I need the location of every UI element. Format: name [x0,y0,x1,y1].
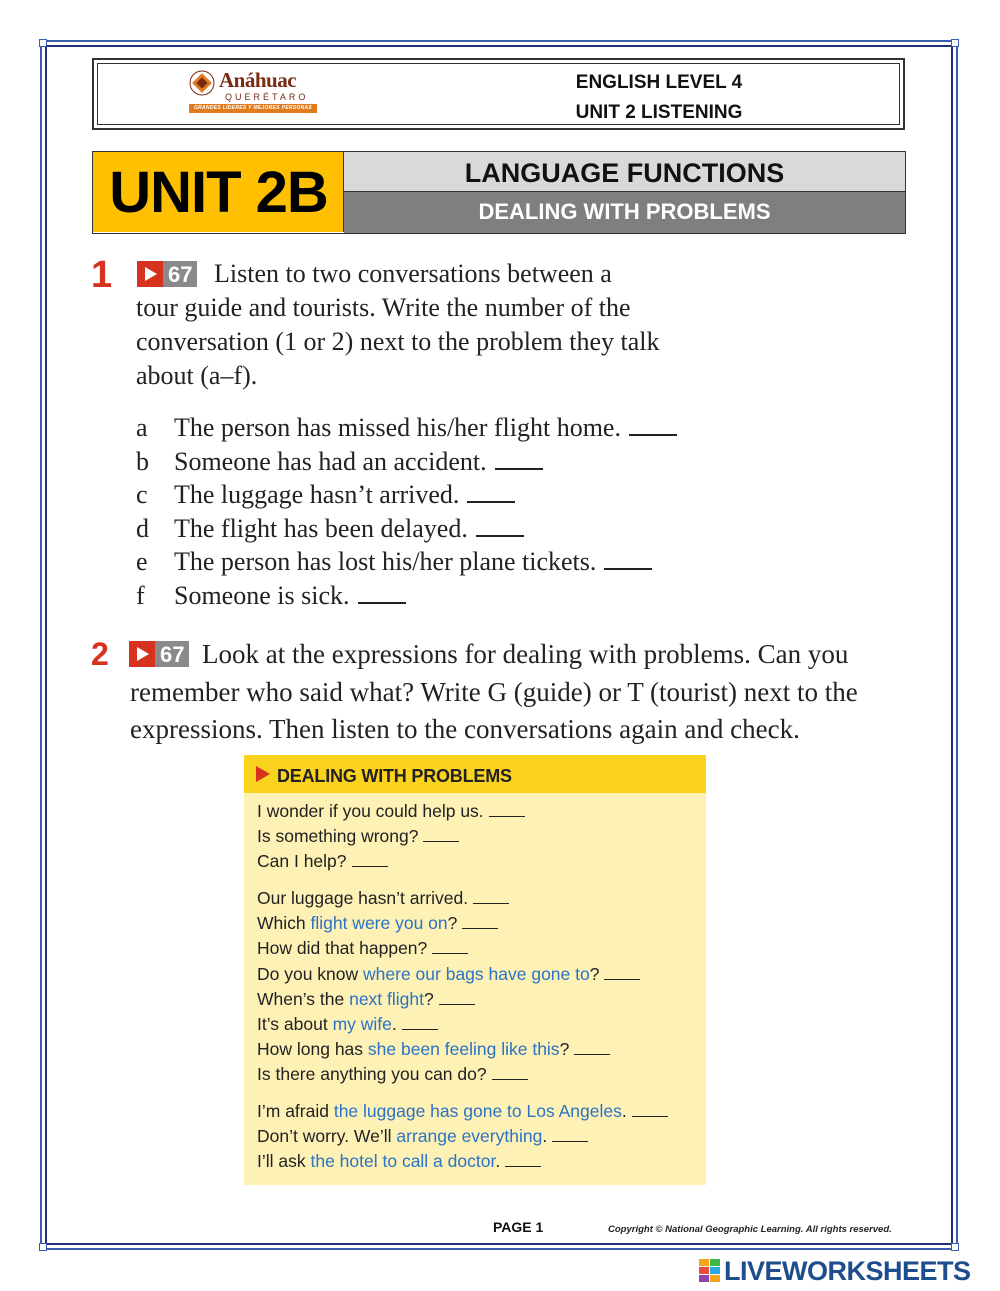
instruction-line: expressions. Then listen to the conversations again and check. [130,714,800,744]
item-letter: f [136,580,145,610]
section-title: LANGUAGE FUNCTIONS [344,152,905,192]
logo-tagline: GRANDES LÍDERES Y MEJORES PERSONAS [189,104,317,113]
answer-blank[interactable] [505,1154,541,1167]
item-text: Someone has had an accident. [174,446,487,476]
expressions-list [257,799,668,1174]
course-info [534,68,784,128]
answer-blank[interactable] [574,1042,610,1055]
expression-line: It’s about my wife. [257,1012,668,1037]
expression-line: Our luggage hasn’t arrived. [257,886,668,911]
answer-blank[interactable] [604,967,640,980]
item-text: The person has lost his/her plane tickets. [174,547,597,577]
list-item [136,512,677,546]
item-text: Someone is sick. [174,580,350,610]
answer-blank[interactable] [352,854,388,867]
answer-blank[interactable] [476,517,524,537]
document-header [92,58,905,130]
answer-blank[interactable] [495,450,543,470]
logo-subtitle: QUERÉTARO [225,92,309,102]
expression-line: Which flight were you on? [257,911,668,936]
unit-banner [92,151,906,234]
expression-line: Do you know where our bags have gone to? [257,962,668,987]
expression-line: I wonder if you could help us. [257,799,668,824]
frame-corner [951,39,959,47]
answer-blank[interactable] [439,992,475,1005]
course-level: ENGLISH LEVEL 4 [575,72,743,93]
triangle-arrow-icon [256,766,270,782]
list-item [136,545,677,579]
unit-title: UNIT 2B [109,160,328,225]
exercise-1-number: 1 [91,254,113,296]
expression-line: When’s the next flight? [257,987,668,1012]
answer-blank[interactable] [492,1067,528,1080]
answer-blank[interactable] [604,550,652,570]
expression-line: I’ll ask the hotel to call a doctor. [257,1149,668,1174]
audio-track-number: 67 [155,641,189,667]
frame-corner [39,39,47,47]
answer-blank[interactable] [462,916,498,929]
logo-emblem-icon [189,70,215,96]
expression-line: How long has she been feeling like this? [257,1037,668,1062]
item-letter: d [136,513,149,543]
answer-blank[interactable] [629,416,677,436]
expression-line: I’m afraid the luggage has gone to Los Angeles. [257,1099,668,1124]
expressions-box-header [244,755,706,793]
item-text: The person has missed his/her flight home. [174,413,621,442]
instruction-line: conversation (1 or 2) next to the problem they talk [136,327,660,356]
instruction-line: about (a–f). [136,361,258,390]
exercise-1-audio[interactable] [137,261,197,287]
item-text: The luggage hasn’t arrived. [174,480,460,510]
answer-blank[interactable] [358,584,406,604]
expression-line: Don’t worry. We’ll arrange everything. [257,1124,668,1149]
list-item [136,478,677,512]
exercise-1-instruction [136,291,659,393]
audio-track-number: 67 [163,261,197,287]
exercise-1-instruction-first: Listen to two conversations between a [214,259,612,288]
expressions-box [244,755,706,1185]
list-item [136,445,677,479]
course-unit: UNIT 2 LISTENING [575,102,743,123]
anahuac-logo [189,68,319,118]
answer-blank[interactable] [402,1017,438,1030]
answer-blank[interactable] [432,941,468,954]
item-letter: a [136,413,148,442]
expression-line: Is something wrong? [257,824,668,849]
logo-name: Anáhuac [219,68,297,92]
group-spacer [257,1087,668,1099]
instruction-line: remember who said what? Write G (guide) or T (tourist) next to the [130,676,858,707]
expression-line: Is there anything you can do? [257,1062,668,1087]
liveworksheets-text: LIVEWORKSHEETS [724,1255,971,1286]
item-letter: b [136,446,149,476]
liveworksheets-logo-icon [699,1259,721,1283]
instruction-line: tour guide and tourists. Write the number of the [136,293,631,322]
play-icon[interactable] [129,641,155,667]
expressions-box-title: DEALING WITH PROBLEMS [277,766,512,786]
exercise-2-instruction-first: Look at the expressions for dealing with problems. Can you [202,639,849,669]
expression-line: Can I help? [257,849,668,874]
exercise-2-audio[interactable] [129,641,189,667]
liveworksheets-watermark [699,1256,971,1286]
answer-blank[interactable] [552,1129,588,1142]
unit-box [93,152,344,232]
exercise-2-number: 2 [91,636,109,672]
item-letter: c [136,480,148,510]
frame-corner [39,1243,47,1251]
frame-corner [951,1243,959,1251]
exercise-1-items [136,411,677,613]
answer-blank[interactable] [467,483,515,503]
play-icon[interactable] [137,261,163,287]
answer-blank[interactable] [423,829,459,842]
answer-blank[interactable] [489,804,525,817]
subsection-title: DEALING WITH PROBLEMS [344,192,905,233]
expression-line: How did that happen? [257,936,668,961]
item-text: The flight has been delayed. [174,513,468,543]
exercise-2-instruction [130,674,858,749]
copyright-notice: Copyright © National Geographic Learning. All rights reserved. [608,1224,892,1235]
answer-blank[interactable] [473,891,509,904]
group-spacer [257,874,668,886]
list-item [136,411,677,445]
page-number: PAGE 1 [493,1219,544,1235]
list-item [136,579,677,613]
item-letter: e [136,547,148,577]
answer-blank[interactable] [632,1104,668,1117]
